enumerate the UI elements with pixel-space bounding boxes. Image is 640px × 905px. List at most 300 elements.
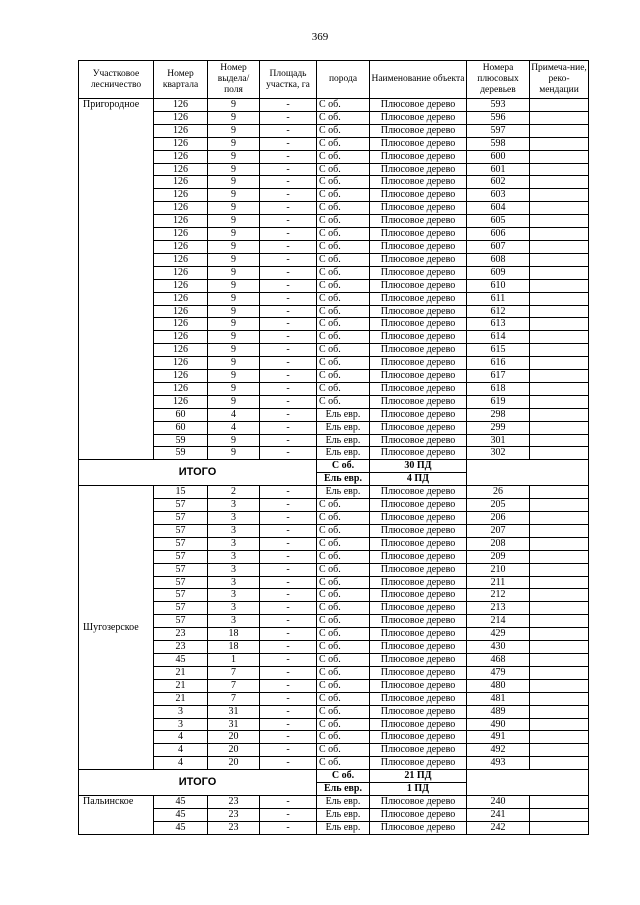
tree-number-cell: 241 xyxy=(467,808,530,821)
table-row xyxy=(79,150,589,163)
allotment-cell: 3 xyxy=(208,499,260,512)
area-cell: - xyxy=(260,292,317,305)
quarter-cell: 57 xyxy=(154,615,208,628)
quarter-cell: 57 xyxy=(154,602,208,615)
quarter-cell: 126 xyxy=(154,202,208,215)
tree-number-cell: 489 xyxy=(467,705,530,718)
tree-number-cell: 611 xyxy=(467,292,530,305)
page-number: 369 xyxy=(311,31,329,43)
allotment-cell: 23 xyxy=(208,808,260,821)
species-cell: С об. xyxy=(317,563,370,576)
allotment-cell: 9 xyxy=(208,318,260,331)
allotment-cell: 9 xyxy=(208,370,260,383)
notes-cell xyxy=(530,795,589,808)
table-row xyxy=(79,666,589,679)
species-cell: С об. xyxy=(317,228,370,241)
object-cell: Плюсовое дерево xyxy=(370,357,467,370)
table-row xyxy=(79,512,589,525)
species-cell: Ель евр. xyxy=(317,821,370,834)
table-row xyxy=(79,253,589,266)
species-cell: С об. xyxy=(317,99,370,112)
species-cell: С об. xyxy=(317,615,370,628)
quarter-cell: 45 xyxy=(154,821,208,834)
tree-number-cell: 603 xyxy=(467,189,530,202)
allotment-cell: 2 xyxy=(208,486,260,499)
notes-cell xyxy=(530,641,589,654)
table-row xyxy=(79,421,589,434)
species-cell: С об. xyxy=(317,550,370,563)
area-cell: - xyxy=(260,576,317,589)
tree-number-cell: 209 xyxy=(467,550,530,563)
notes-cell xyxy=(530,563,589,576)
table-row xyxy=(79,589,589,602)
notes-cell xyxy=(530,292,589,305)
total-species: Ель евр. xyxy=(317,783,370,796)
notes-cell xyxy=(530,499,589,512)
object-cell: Плюсовое дерево xyxy=(370,421,467,434)
species-cell: С об. xyxy=(317,524,370,537)
table-row xyxy=(79,653,589,666)
allotment-cell: 9 xyxy=(208,266,260,279)
tree-number-cell: 430 xyxy=(467,641,530,654)
area-cell: - xyxy=(260,421,317,434)
notes-cell xyxy=(530,395,589,408)
allotment-cell: 9 xyxy=(208,447,260,460)
area-cell: - xyxy=(260,240,317,253)
total-species: С об. xyxy=(317,770,370,783)
area-cell: - xyxy=(260,434,317,447)
object-cell: Плюсовое дерево xyxy=(370,228,467,241)
species-cell: С об. xyxy=(317,628,370,641)
tree-number-cell: 607 xyxy=(467,240,530,253)
quarter-cell: 45 xyxy=(154,795,208,808)
area-cell: - xyxy=(260,111,317,124)
quarter-cell: 126 xyxy=(154,331,208,344)
object-cell: Плюсовое дерево xyxy=(370,499,467,512)
notes-cell xyxy=(530,718,589,731)
quarter-cell: 126 xyxy=(154,163,208,176)
quarter-cell: 45 xyxy=(154,808,208,821)
table-row xyxy=(79,718,589,731)
tree-number-cell: 429 xyxy=(467,628,530,641)
header-species: порода xyxy=(317,61,370,99)
allotment-cell: 9 xyxy=(208,228,260,241)
quarter-cell: 126 xyxy=(154,370,208,383)
quarter-cell: 60 xyxy=(154,421,208,434)
area-cell: - xyxy=(260,524,317,537)
allotment-cell: 7 xyxy=(208,692,260,705)
object-cell: Плюсовое дерево xyxy=(370,692,467,705)
allotment-cell: 9 xyxy=(208,163,260,176)
tree-number-cell: 302 xyxy=(467,447,530,460)
quarter-cell: 126 xyxy=(154,176,208,189)
header-row xyxy=(79,61,589,99)
table-row xyxy=(79,795,589,808)
object-cell: Плюсовое дерево xyxy=(370,808,467,821)
total-label: ИТОГО xyxy=(79,460,317,486)
tree-number-cell: 208 xyxy=(467,537,530,550)
table-row xyxy=(79,821,589,834)
notes-cell xyxy=(530,215,589,228)
quarter-cell: 3 xyxy=(154,718,208,731)
forestry-cell: Пригородное xyxy=(79,99,154,460)
object-cell: Плюсовое дерево xyxy=(370,370,467,383)
notes-cell xyxy=(530,757,589,770)
object-cell: Плюсовое дерево xyxy=(370,731,467,744)
object-cell: Плюсовое дерево xyxy=(370,679,467,692)
allotment-cell: 3 xyxy=(208,550,260,563)
species-cell: С об. xyxy=(317,731,370,744)
table-row xyxy=(79,99,589,112)
area-cell: - xyxy=(260,176,317,189)
species-cell: С об. xyxy=(317,512,370,525)
allotment-cell: 9 xyxy=(208,124,260,137)
notes-cell xyxy=(530,124,589,137)
area-cell: - xyxy=(260,99,317,112)
tree-number-cell: 613 xyxy=(467,318,530,331)
table-row xyxy=(79,370,589,383)
tree-number-cell: 593 xyxy=(467,99,530,112)
tree-number-cell: 240 xyxy=(467,795,530,808)
area-cell: - xyxy=(260,602,317,615)
object-cell: Плюсовое дерево xyxy=(370,124,467,137)
notes-cell xyxy=(530,705,589,718)
species-cell: С об. xyxy=(317,589,370,602)
tree-number-cell: 608 xyxy=(467,253,530,266)
allotment-cell: 20 xyxy=(208,731,260,744)
tree-number-cell: 299 xyxy=(467,421,530,434)
tree-number-cell: 211 xyxy=(467,576,530,589)
object-cell: Плюсовое дерево xyxy=(370,524,467,537)
allotment-cell: 9 xyxy=(208,202,260,215)
object-cell: Плюсовое дерево xyxy=(370,111,467,124)
tree-number-cell: 207 xyxy=(467,524,530,537)
header-notes: Примеча-ние, реко-мендации xyxy=(530,61,589,99)
notes-cell xyxy=(530,434,589,447)
table-row xyxy=(79,266,589,279)
table-row xyxy=(79,215,589,228)
object-cell: Плюсовое дерево xyxy=(370,240,467,253)
quarter-cell: 4 xyxy=(154,757,208,770)
object-cell: Плюсовое дерево xyxy=(370,382,467,395)
forestry-cell: Шугозерское xyxy=(79,486,154,770)
quarter-cell: 60 xyxy=(154,408,208,421)
allotment-cell: 3 xyxy=(208,537,260,550)
species-cell: С об. xyxy=(317,344,370,357)
table-row xyxy=(79,808,589,821)
quarter-cell: 126 xyxy=(154,124,208,137)
allotment-cell: 9 xyxy=(208,434,260,447)
allotment-cell: 9 xyxy=(208,382,260,395)
notes-cell xyxy=(530,679,589,692)
tree-number-cell: 601 xyxy=(467,163,530,176)
species-cell: С об. xyxy=(317,744,370,757)
notes-cell xyxy=(530,615,589,628)
allotment-cell: 4 xyxy=(208,421,260,434)
allotment-cell: 9 xyxy=(208,137,260,150)
species-cell: С об. xyxy=(317,279,370,292)
total-blank xyxy=(467,460,589,486)
notes-cell xyxy=(530,666,589,679)
object-cell: Плюсовое дерево xyxy=(370,550,467,563)
notes-cell xyxy=(530,202,589,215)
species-cell: С об. xyxy=(317,176,370,189)
species-cell: С об. xyxy=(317,215,370,228)
table-row xyxy=(79,331,589,344)
quarter-cell: 126 xyxy=(154,292,208,305)
quarter-cell: 57 xyxy=(154,512,208,525)
table-row xyxy=(79,189,589,202)
quarter-cell: 57 xyxy=(154,589,208,602)
quarter-cell: 126 xyxy=(154,279,208,292)
object-cell: Плюсовое дерево xyxy=(370,757,467,770)
area-cell: - xyxy=(260,653,317,666)
object-cell: Плюсовое дерево xyxy=(370,705,467,718)
total-species: С об. xyxy=(317,460,370,473)
tree-number-cell: 618 xyxy=(467,382,530,395)
species-cell: С об. xyxy=(317,705,370,718)
allotment-cell: 23 xyxy=(208,821,260,834)
allotment-cell: 9 xyxy=(208,215,260,228)
tree-number-cell: 600 xyxy=(467,150,530,163)
allotment-cell: 9 xyxy=(208,305,260,318)
notes-cell xyxy=(530,602,589,615)
total-row xyxy=(79,770,589,783)
quarter-cell: 126 xyxy=(154,240,208,253)
quarter-cell: 57 xyxy=(154,537,208,550)
object-cell: Плюсовое дерево xyxy=(370,628,467,641)
notes-cell xyxy=(530,370,589,383)
table-row xyxy=(79,395,589,408)
table-row xyxy=(79,292,589,305)
species-cell: С об. xyxy=(317,357,370,370)
species-cell: Ель евр. xyxy=(317,408,370,421)
notes-cell xyxy=(530,240,589,253)
table-row xyxy=(79,499,589,512)
allotment-cell: 9 xyxy=(208,176,260,189)
area-cell: - xyxy=(260,641,317,654)
table-row xyxy=(79,692,589,705)
object-cell: Плюсовое дерево xyxy=(370,99,467,112)
object-cell: Плюсовое дерево xyxy=(370,589,467,602)
quarter-cell: 4 xyxy=(154,744,208,757)
tree-number-cell: 492 xyxy=(467,744,530,757)
area-cell: - xyxy=(260,370,317,383)
allotment-cell: 9 xyxy=(208,331,260,344)
tree-number-cell: 596 xyxy=(467,111,530,124)
allotment-cell: 3 xyxy=(208,589,260,602)
species-cell: С об. xyxy=(317,602,370,615)
table-row xyxy=(79,486,589,499)
object-cell: Плюсовое дерево xyxy=(370,602,467,615)
table-row xyxy=(79,176,589,189)
species-cell: Ель евр. xyxy=(317,795,370,808)
species-cell: С об. xyxy=(317,318,370,331)
object-cell: Плюсовое дерево xyxy=(370,344,467,357)
table-row xyxy=(79,228,589,241)
area-cell: - xyxy=(260,550,317,563)
tree-number-cell: 606 xyxy=(467,228,530,241)
object-cell: Плюсовое дерево xyxy=(370,215,467,228)
tree-number-cell: 213 xyxy=(467,602,530,615)
table-row xyxy=(79,537,589,550)
species-cell: С об. xyxy=(317,266,370,279)
object-cell: Плюсовое дерево xyxy=(370,202,467,215)
area-cell: - xyxy=(260,692,317,705)
allotment-cell: 9 xyxy=(208,240,260,253)
allotment-cell: 9 xyxy=(208,189,260,202)
quarter-cell: 126 xyxy=(154,305,208,318)
quarter-cell: 23 xyxy=(154,641,208,654)
object-cell: Плюсовое дерево xyxy=(370,279,467,292)
quarter-cell: 57 xyxy=(154,550,208,563)
tree-number-cell: 617 xyxy=(467,370,530,383)
table-row xyxy=(79,305,589,318)
species-cell: С об. xyxy=(317,757,370,770)
notes-cell xyxy=(530,111,589,124)
species-cell: С об. xyxy=(317,370,370,383)
notes-cell xyxy=(530,163,589,176)
tree-number-cell: 242 xyxy=(467,821,530,834)
header-tree-numbers: Номера плюсовых деревьев xyxy=(467,61,530,99)
tree-number-cell: 212 xyxy=(467,589,530,602)
notes-cell xyxy=(530,731,589,744)
table-row xyxy=(79,318,589,331)
area-cell: - xyxy=(260,318,317,331)
quarter-cell: 126 xyxy=(154,111,208,124)
allotment-cell: 23 xyxy=(208,795,260,808)
object-cell: Плюсовое дерево xyxy=(370,189,467,202)
notes-cell xyxy=(530,628,589,641)
tree-number-cell: 468 xyxy=(467,653,530,666)
quarter-cell: 126 xyxy=(154,99,208,112)
header-quarter: Номер квартала xyxy=(154,61,208,99)
allotment-cell: 3 xyxy=(208,576,260,589)
table-row xyxy=(79,137,589,150)
notes-cell xyxy=(530,537,589,550)
quarter-cell: 126 xyxy=(154,137,208,150)
species-cell: С об. xyxy=(317,692,370,705)
total-count: 1 ПД xyxy=(370,783,467,796)
area-cell: - xyxy=(260,202,317,215)
table-row xyxy=(79,202,589,215)
tree-number-cell: 214 xyxy=(467,615,530,628)
area-cell: - xyxy=(260,563,317,576)
area-cell: - xyxy=(260,124,317,137)
object-cell: Плюсовое дерево xyxy=(370,137,467,150)
species-cell: С об. xyxy=(317,395,370,408)
notes-cell xyxy=(530,447,589,460)
allotment-cell: 9 xyxy=(208,150,260,163)
area-cell: - xyxy=(260,150,317,163)
quarter-cell: 126 xyxy=(154,318,208,331)
area-cell: - xyxy=(260,408,317,421)
notes-cell xyxy=(530,550,589,563)
quarter-cell: 4 xyxy=(154,731,208,744)
species-cell: С об. xyxy=(317,111,370,124)
object-cell: Плюсовое дерево xyxy=(370,331,467,344)
object-cell: Плюсовое дерево xyxy=(370,150,467,163)
quarter-cell: 126 xyxy=(154,253,208,266)
species-cell: С об. xyxy=(317,292,370,305)
allotment-cell: 18 xyxy=(208,641,260,654)
species-cell: С об. xyxy=(317,331,370,344)
object-cell: Плюсовое дерево xyxy=(370,318,467,331)
quarter-cell: 126 xyxy=(154,382,208,395)
tree-number-cell: 479 xyxy=(467,666,530,679)
tree-number-cell: 298 xyxy=(467,408,530,421)
tree-number-cell: 598 xyxy=(467,137,530,150)
table-row xyxy=(79,576,589,589)
object-cell: Плюсовое дерево xyxy=(370,408,467,421)
species-cell: С об. xyxy=(317,576,370,589)
area-cell: - xyxy=(260,628,317,641)
table-row xyxy=(79,344,589,357)
tree-number-cell: 597 xyxy=(467,124,530,137)
object-cell: Плюсовое дерево xyxy=(370,537,467,550)
quarter-cell: 23 xyxy=(154,628,208,641)
notes-cell xyxy=(530,808,589,821)
quarter-cell: 3 xyxy=(154,705,208,718)
quarter-cell: 57 xyxy=(154,563,208,576)
tree-number-cell: 493 xyxy=(467,757,530,770)
notes-cell xyxy=(530,382,589,395)
notes-cell xyxy=(530,253,589,266)
allotment-cell: 9 xyxy=(208,99,260,112)
allotment-cell: 9 xyxy=(208,253,260,266)
table-row xyxy=(79,434,589,447)
forestry-cell: Пальинское xyxy=(79,795,154,834)
quarter-cell: 126 xyxy=(154,189,208,202)
quarter-cell: 126 xyxy=(154,150,208,163)
area-cell: - xyxy=(260,344,317,357)
object-cell: Плюсовое дерево xyxy=(370,305,467,318)
table-row xyxy=(79,757,589,770)
quarter-cell: 126 xyxy=(154,344,208,357)
notes-cell xyxy=(530,692,589,705)
table-row xyxy=(79,382,589,395)
quarter-cell: 57 xyxy=(154,524,208,537)
object-cell: Плюсовое дерево xyxy=(370,486,467,499)
total-count: 30 ПД xyxy=(370,460,467,473)
species-cell: С об. xyxy=(317,163,370,176)
allotment-cell: 31 xyxy=(208,705,260,718)
tree-number-cell: 210 xyxy=(467,563,530,576)
notes-cell xyxy=(530,408,589,421)
tree-number-cell: 616 xyxy=(467,357,530,370)
area-cell: - xyxy=(260,305,317,318)
quarter-cell: 126 xyxy=(154,215,208,228)
allotment-cell: 7 xyxy=(208,666,260,679)
area-cell: - xyxy=(260,486,317,499)
allotment-cell: 3 xyxy=(208,512,260,525)
species-cell: С об. xyxy=(317,202,370,215)
species-cell: Ель евр. xyxy=(317,447,370,460)
table-row xyxy=(79,744,589,757)
area-cell: - xyxy=(260,357,317,370)
area-cell: - xyxy=(260,512,317,525)
area-cell: - xyxy=(260,137,317,150)
table-row xyxy=(79,163,589,176)
allotment-cell: 3 xyxy=(208,602,260,615)
notes-cell xyxy=(530,357,589,370)
species-cell: С об. xyxy=(317,537,370,550)
tree-number-cell: 480 xyxy=(467,679,530,692)
notes-cell xyxy=(530,576,589,589)
tree-number-cell: 26 xyxy=(467,486,530,499)
species-cell: С об. xyxy=(317,240,370,253)
table-row xyxy=(79,240,589,253)
